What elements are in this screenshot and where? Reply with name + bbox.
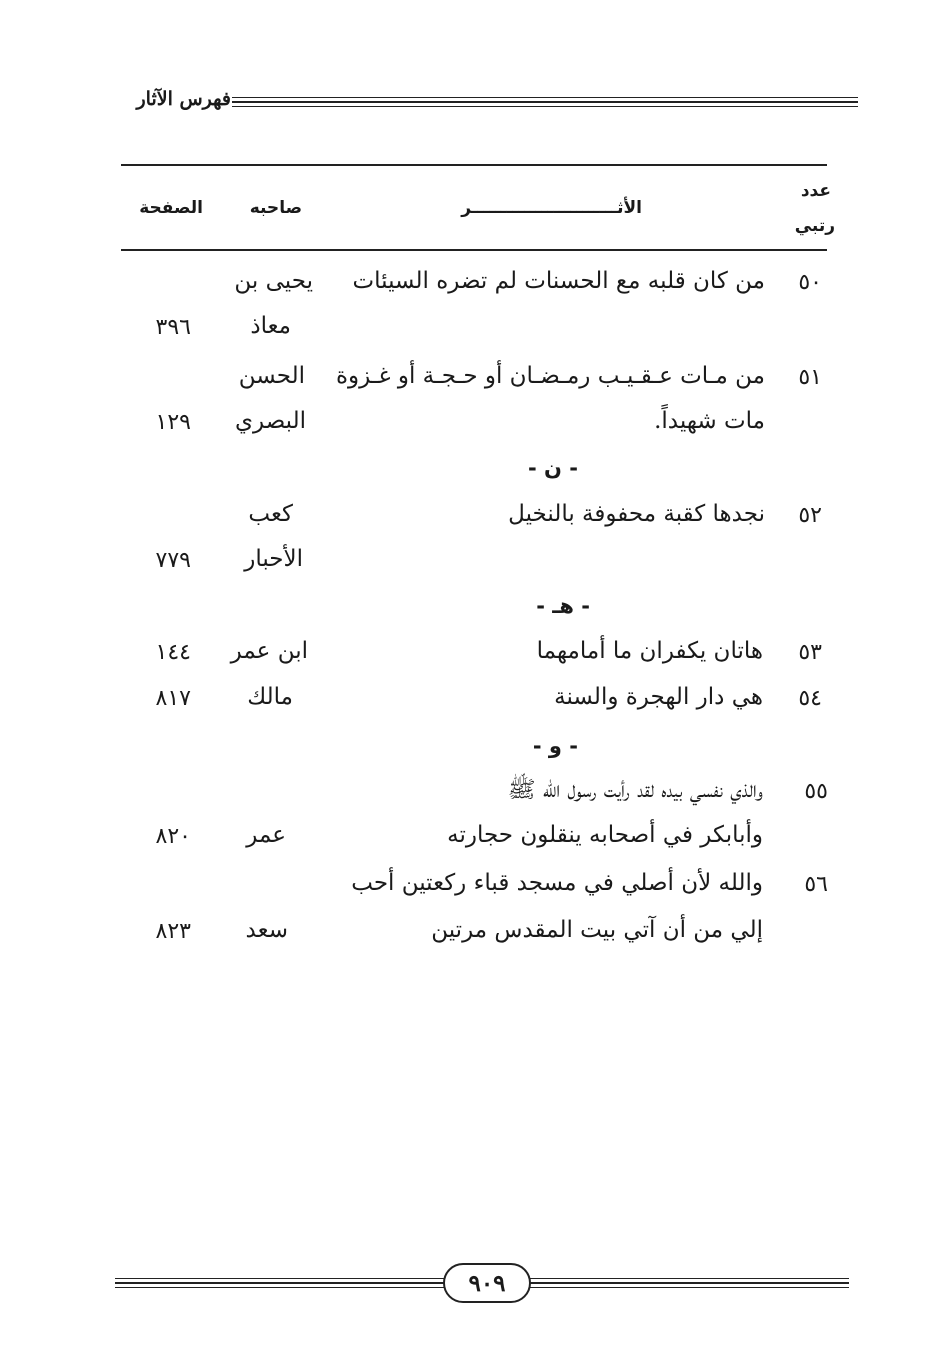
row-author: ابن عمر [230, 638, 308, 664]
row-author: الحسن [238, 363, 305, 389]
row-page: ٨٢٣ [155, 919, 191, 944]
row-number: ٥٦ [804, 872, 828, 897]
row-text: مات شهيداً. [654, 408, 765, 434]
row-page: ٨٢٠ [155, 824, 191, 849]
row-author: عمر [246, 822, 286, 848]
row-text: هي دار الهجرة والسنة [554, 684, 763, 710]
row-page: ٣٩٦ [155, 315, 191, 340]
row-author: سعد [245, 917, 288, 943]
col-header-author: صاحبه [249, 198, 302, 218]
row-text: والله لأن أصلي في مسجد قباء ركعتين أحب [351, 870, 763, 896]
row-author: الأحبار [244, 546, 303, 572]
row-page: ٧٧٩ [155, 548, 191, 573]
row-page: ٨١٧ [155, 686, 191, 711]
letter-heading: - هـ - [536, 594, 590, 618]
row-page: ١٢٩ [155, 410, 191, 435]
row-page: ١٤٤ [155, 640, 191, 665]
row-author: معاذ [250, 313, 291, 339]
col-header-page: الصفحة [139, 198, 203, 218]
row-text: وأبابكر في أصحابه ينقلون حجارته [447, 822, 763, 848]
col-header-number-line2: رتبي [794, 216, 835, 236]
row-text: من مـات عـقـيـب رمـضـان أو حـجـة أو غـزوة [335, 363, 765, 389]
col-header-text: الأثـــــــــــــــــــــــــر [461, 198, 642, 218]
row-author: البصري [235, 408, 306, 434]
row-number: ٥٤ [798, 686, 822, 711]
row-number: ٥٢ [798, 503, 822, 528]
row-author: كعب [248, 501, 293, 527]
row-text: نجدها كقبة محفوفة بالنخيل [508, 501, 765, 527]
table-top-rule [121, 164, 827, 166]
row-text: هاتان يكفران ما أمامهما [536, 638, 763, 664]
row-number: ٥٥ [804, 779, 828, 804]
row-number: ٥٣ [798, 640, 822, 665]
table-header-rule [121, 249, 827, 251]
running-title: فهرس الآثار [136, 88, 231, 110]
row-author: يحيى بن [234, 268, 313, 294]
row-text: إلي من أن آتي بيت المقدس مرتين [431, 917, 763, 943]
letter-heading: - ن - [528, 456, 578, 480]
row-number: ٥٠ [798, 270, 822, 295]
row-author: مالك [247, 684, 293, 710]
row-text: والذي نفسي بيده لقد رأيت رسول الله ﷺ [507, 777, 763, 803]
letter-heading: - و - [532, 734, 578, 758]
col-header-number-line1: عدد [800, 181, 831, 201]
row-text: من كان قلبه مع الحسنات لم تضره السيئات [352, 268, 765, 294]
row-number: ٥١ [798, 365, 822, 390]
page-number: ٩٠٩ [443, 1263, 531, 1303]
